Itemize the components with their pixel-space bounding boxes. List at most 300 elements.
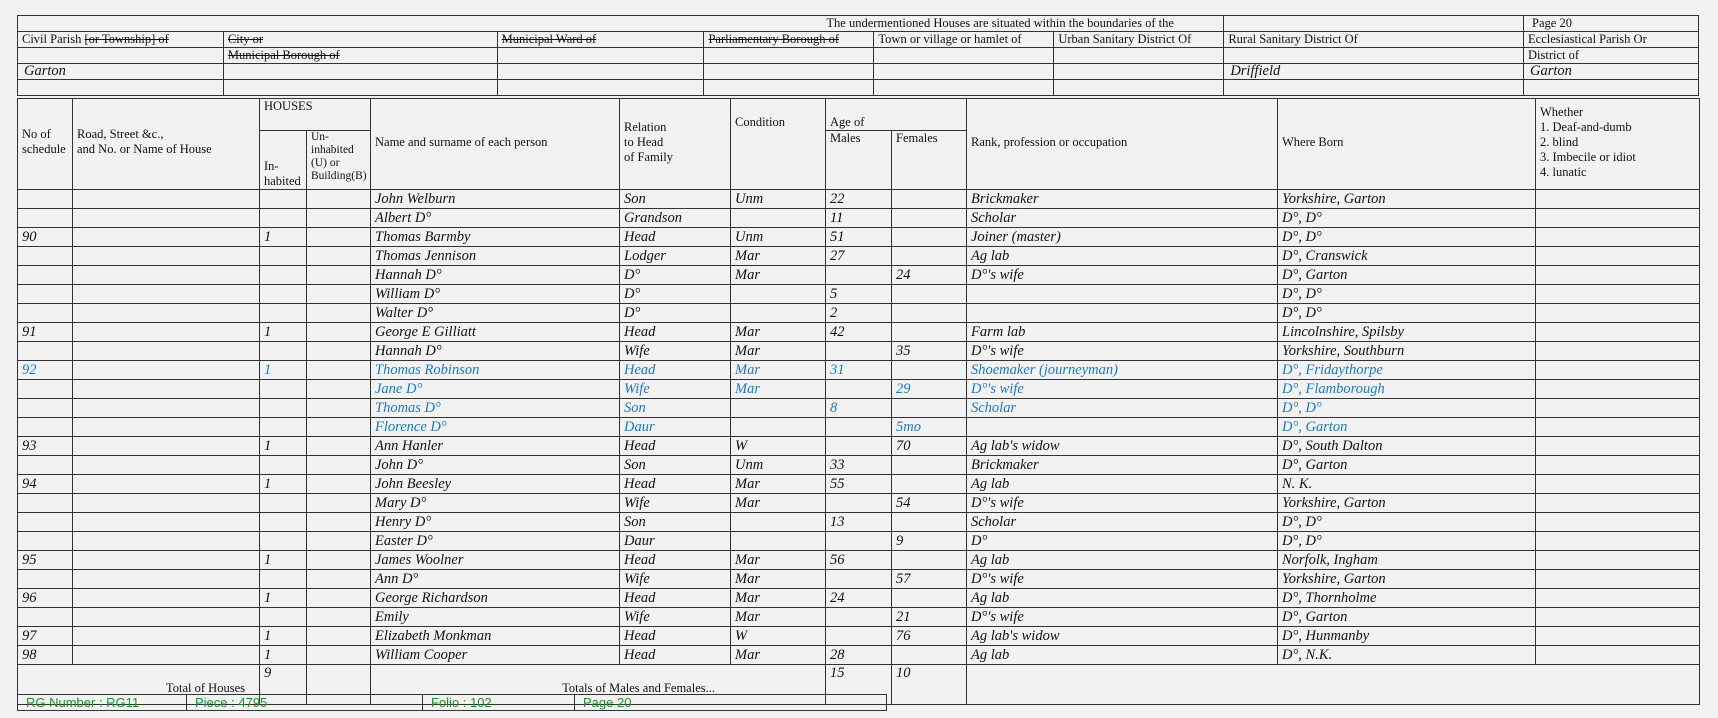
cell-inh [260, 456, 307, 475]
cell-rel: Son [620, 513, 731, 532]
cell-cond: Mar [731, 589, 826, 608]
cell-f [892, 551, 967, 570]
piece-number: Piece : 4795 [187, 695, 423, 711]
table-row [18, 228, 1700, 247]
table-row [18, 456, 1700, 475]
cell-uninh [307, 589, 371, 608]
cell-whether [1536, 380, 1700, 399]
cell-sched: 92 [18, 361, 73, 380]
cell-name: John Welburn [371, 190, 620, 209]
cell-name: Thomas Robinson [371, 361, 620, 380]
table-row [18, 323, 1700, 342]
cell-whether [1536, 570, 1700, 589]
cell-born: N. K. [1278, 475, 1536, 494]
cell-name: James Woolner [371, 551, 620, 570]
cell-name: Thomas Jennison [371, 247, 620, 266]
cell-whether [1536, 418, 1700, 437]
district-header [17, 15, 1699, 96]
cell-f: 5mo [892, 418, 967, 437]
cell-occ: D°'s wife [967, 380, 1278, 399]
cell-uninh [307, 190, 371, 209]
cell-rel: Wife [620, 494, 731, 513]
total-houses-label: Total of Houses [18, 665, 260, 705]
cell-occ: D°'s wife [967, 494, 1278, 513]
table-row [18, 551, 1700, 570]
eccl-value: Garton [1524, 64, 1699, 80]
cell-sched: 98 [18, 646, 73, 665]
cell-inh: 1 [260, 646, 307, 665]
cell-rel: Head [620, 646, 731, 665]
cell-inh: 1 [260, 551, 307, 570]
cell-m [826, 570, 892, 589]
cell-cond: Mar [731, 551, 826, 570]
cell-f [892, 646, 967, 665]
cell-f [892, 456, 967, 475]
cell-m: 33 [826, 456, 892, 475]
cell-uninh [307, 608, 371, 627]
cell-whether [1536, 285, 1700, 304]
cell-road [73, 570, 260, 589]
cell-occ: D°'s wife [967, 570, 1278, 589]
cell-road [73, 437, 260, 456]
cell-uninh [307, 304, 371, 323]
cell-cond: Mar [731, 570, 826, 589]
cell-uninh [307, 361, 371, 380]
cell-name: John D° [371, 456, 620, 475]
cell-road [73, 247, 260, 266]
cell-occ [967, 285, 1278, 304]
cell-whether [1536, 494, 1700, 513]
cell-uninh [307, 570, 371, 589]
cell-inh [260, 209, 307, 228]
cell-m: 56 [826, 551, 892, 570]
cell-f: 57 [892, 570, 967, 589]
cell-road [73, 532, 260, 551]
col-inhabited: In- habited [260, 131, 307, 190]
cell-road [73, 494, 260, 513]
cell-road [73, 475, 260, 494]
cell-occ: Scholar [967, 399, 1278, 418]
cell-uninh [307, 323, 371, 342]
cell-uninh [307, 532, 371, 551]
cell-rel: Wife [620, 570, 731, 589]
total-females-value: 10 [892, 665, 967, 705]
cell-name: William Cooper [371, 646, 620, 665]
cell-occ: Ag lab's widow [967, 437, 1278, 456]
cell-f: 76 [892, 627, 967, 646]
cell-m: 13 [826, 513, 892, 532]
col-schedule: No of schedule [18, 99, 73, 190]
cell-inh [260, 532, 307, 551]
cell-inh [260, 494, 307, 513]
cell-sched: 90 [18, 228, 73, 247]
cell-m [826, 266, 892, 285]
cell-occ: Ag lab [967, 475, 1278, 494]
cell-f [892, 247, 967, 266]
col-uninhabited: Un- inhabited (U) or Building(B) [307, 131, 371, 190]
rural-value: Driffield [1224, 64, 1524, 80]
cell-rel: Head [620, 323, 731, 342]
cell-occ: Ag lab [967, 589, 1278, 608]
cell-born: D°, Cranswick [1278, 247, 1536, 266]
cell-road [73, 361, 260, 380]
cell-name: William D° [371, 285, 620, 304]
cell-born: D°, D° [1278, 513, 1536, 532]
cell-whether [1536, 323, 1700, 342]
cell-occ: Ag lab [967, 247, 1278, 266]
table-row [18, 209, 1700, 228]
cell-cond: Unm [731, 190, 826, 209]
cell-name: Easter D° [371, 532, 620, 551]
cell-cond: Mar [731, 342, 826, 361]
city-label: City or [223, 32, 497, 48]
cell-occ: Shoemaker (journeyman) [967, 361, 1278, 380]
cell-uninh [307, 266, 371, 285]
cell-road [73, 456, 260, 475]
civil-parish-value: Garton [18, 64, 224, 80]
cell-sched [18, 190, 73, 209]
cell-m: 11 [826, 209, 892, 228]
cell-cond [731, 418, 826, 437]
cell-sched: 94 [18, 475, 73, 494]
cell-whether [1536, 627, 1700, 646]
cell-f: 29 [892, 380, 967, 399]
total-mf-label: Totals of Males and Females... [371, 665, 826, 705]
cell-name: Florence D° [371, 418, 620, 437]
cell-m [826, 627, 892, 646]
cell-name: Thomas Barmby [371, 228, 620, 247]
total-houses-value: 9 [260, 665, 307, 705]
cell-cond: Mar [731, 247, 826, 266]
cell-born: D°, Hunmanby [1278, 627, 1536, 646]
cell-sched [18, 285, 73, 304]
cell-name: Hannah D° [371, 342, 620, 361]
cell-cond: Mar [731, 266, 826, 285]
parliamentary-label: Parliamentary Borough of [704, 32, 874, 48]
cell-m: 24 [826, 589, 892, 608]
col-where-born: Where Born [1278, 99, 1536, 190]
cell-road [73, 209, 260, 228]
cell-inh [260, 608, 307, 627]
cell-occ: Scholar [967, 209, 1278, 228]
cell-uninh [307, 646, 371, 665]
cell-road [73, 551, 260, 570]
col-houses: HOUSES [260, 99, 371, 131]
cell-f: 21 [892, 608, 967, 627]
cell-name: Emily [371, 608, 620, 627]
cell-whether [1536, 513, 1700, 532]
urban-label: Urban Sanitary District Of [1054, 32, 1224, 48]
cell-inh [260, 266, 307, 285]
cell-whether [1536, 532, 1700, 551]
table-row [18, 475, 1700, 494]
municipal-ward-label: Municipal Ward of [497, 32, 704, 48]
cell-rel: Son [620, 456, 731, 475]
cell-m: 22 [826, 190, 892, 209]
cell-cond: Unm [731, 456, 826, 475]
cell-m: 31 [826, 361, 892, 380]
cell-occ: Farm lab [967, 323, 1278, 342]
cell-rel: Head [620, 475, 731, 494]
cell-name: Hannah D° [371, 266, 620, 285]
cell-cond: Mar [731, 494, 826, 513]
col-condition: Condition [731, 99, 826, 190]
cell-road [73, 608, 260, 627]
cell-uninh [307, 494, 371, 513]
cell-whether [1536, 190, 1700, 209]
cell-m [826, 608, 892, 627]
civil-parish-label: Civil Parish [or Township] of [18, 32, 224, 48]
cell-born: D°, Thornholme [1278, 589, 1536, 608]
col-name: Name and surname of each person [371, 99, 620, 190]
table-row [18, 627, 1700, 646]
cell-uninh [307, 418, 371, 437]
cell-born: D°, Flamborough [1278, 380, 1536, 399]
cell-occ: Brickmaker [967, 190, 1278, 209]
cell-f: 35 [892, 342, 967, 361]
cell-born: D°, D° [1278, 304, 1536, 323]
cell-road [73, 342, 260, 361]
cell-rel: Grandson [620, 209, 731, 228]
cell-sched: 93 [18, 437, 73, 456]
cell-rel: D° [620, 285, 731, 304]
cell-m [826, 532, 892, 551]
cell-inh [260, 399, 307, 418]
cell-rel: Head [620, 551, 731, 570]
col-whether: Whether 1. Deaf-and-dumb 2. blind 3. Imbecile or idiot 4. lunatic [1536, 99, 1700, 190]
cell-name: Ann D° [371, 570, 620, 589]
cell-m: 28 [826, 646, 892, 665]
cell-rel: Head [620, 437, 731, 456]
cell-rel: Wife [620, 342, 731, 361]
cell-sched [18, 266, 73, 285]
cell-whether [1536, 456, 1700, 475]
col-age-of: Age of [826, 99, 967, 131]
cell-cond: Mar [731, 361, 826, 380]
cell-f [892, 323, 967, 342]
cell-occ: D° [967, 532, 1278, 551]
cell-whether [1536, 304, 1700, 323]
cell-sched [18, 513, 73, 532]
cell-born: D°, D° [1278, 285, 1536, 304]
table-row [18, 304, 1700, 323]
cell-uninh [307, 513, 371, 532]
cell-f [892, 589, 967, 608]
cell-born: Norfolk, Ingham [1278, 551, 1536, 570]
census-rows [18, 190, 1700, 665]
cell-m [826, 380, 892, 399]
cell-f [892, 190, 967, 209]
cell-whether [1536, 589, 1700, 608]
cell-f [892, 304, 967, 323]
cell-m [826, 418, 892, 437]
cell-cond [731, 285, 826, 304]
cell-rel: Daur [620, 532, 731, 551]
cell-road [73, 589, 260, 608]
cell-name: Henry D° [371, 513, 620, 532]
cell-cond [731, 532, 826, 551]
eccl-label-2: District of [1524, 48, 1699, 64]
table-row [18, 513, 1700, 532]
table-row [18, 190, 1700, 209]
cell-sched [18, 399, 73, 418]
cell-born: Yorkshire, Southburn [1278, 342, 1536, 361]
cell-born: D°, D° [1278, 532, 1536, 551]
col-road: Road, Street &c., and No. or Name of House [73, 99, 260, 190]
col-females: Females [892, 131, 967, 190]
table-row [18, 266, 1700, 285]
cell-whether [1536, 646, 1700, 665]
cell-f: 54 [892, 494, 967, 513]
cell-f [892, 513, 967, 532]
cell-occ: Ag lab [967, 646, 1278, 665]
table-row [18, 437, 1700, 456]
col-occupation: Rank, profession or occupation [967, 99, 1278, 190]
cell-born: D°, N.K. [1278, 646, 1536, 665]
cell-inh: 1 [260, 361, 307, 380]
cell-f: 24 [892, 266, 967, 285]
cell-sched: 97 [18, 627, 73, 646]
cell-m [826, 437, 892, 456]
cell-whether [1536, 475, 1700, 494]
cell-rel: Lodger [620, 247, 731, 266]
cell-uninh [307, 342, 371, 361]
cell-born: Yorkshire, Garton [1278, 190, 1536, 209]
cell-m: 2 [826, 304, 892, 323]
cell-inh: 1 [260, 323, 307, 342]
cell-cond [731, 304, 826, 323]
cell-cond [731, 209, 826, 228]
cell-born: D°, D° [1278, 209, 1536, 228]
cell-uninh [307, 247, 371, 266]
page-ref: Page 20 [575, 695, 887, 711]
cell-rel: Daur [620, 418, 731, 437]
cell-whether [1536, 551, 1700, 570]
cell-name: Elizabeth Monkman [371, 627, 620, 646]
cell-inh [260, 418, 307, 437]
cell-road [73, 190, 260, 209]
cell-road [73, 266, 260, 285]
cell-occ [967, 304, 1278, 323]
col-relation: Relation to Head of Family [620, 99, 731, 190]
cell-m: 5 [826, 285, 892, 304]
eccl-label-1: Ecclesiastical Parish Or [1524, 32, 1699, 48]
cell-m [826, 494, 892, 513]
cell-name: John Beesley [371, 475, 620, 494]
cell-uninh [307, 475, 371, 494]
table-row [18, 608, 1700, 627]
cell-inh: 1 [260, 589, 307, 608]
cell-inh [260, 247, 307, 266]
cell-born: D°, Garton [1278, 266, 1536, 285]
cell-name: George Richardson [371, 589, 620, 608]
cell-uninh [307, 399, 371, 418]
page-number: Page 20 [1524, 16, 1699, 32]
cell-uninh [307, 380, 371, 399]
cell-sched [18, 608, 73, 627]
cell-name: Jane D° [371, 380, 620, 399]
cell-uninh [307, 209, 371, 228]
cell-name: Ann Hanler [371, 437, 620, 456]
cell-sched: 95 [18, 551, 73, 570]
cell-uninh [307, 551, 371, 570]
cell-m: 42 [826, 323, 892, 342]
cell-sched: 91 [18, 323, 73, 342]
cell-sched [18, 342, 73, 361]
cell-born: D°, Garton [1278, 456, 1536, 475]
cell-rel: Wife [620, 608, 731, 627]
cell-f [892, 285, 967, 304]
cell-sched [18, 532, 73, 551]
cell-m: 8 [826, 399, 892, 418]
reference-bar [17, 694, 887, 711]
cell-uninh [307, 627, 371, 646]
table-row [18, 570, 1700, 589]
table-row [18, 399, 1700, 418]
cell-inh: 1 [260, 437, 307, 456]
census-table [17, 98, 1700, 705]
cell-occ [967, 418, 1278, 437]
cell-road [73, 380, 260, 399]
cell-sched [18, 570, 73, 589]
total-males-value: 15 [826, 665, 892, 705]
cell-inh [260, 304, 307, 323]
table-row [18, 418, 1700, 437]
cell-occ: D°'s wife [967, 608, 1278, 627]
cell-road [73, 418, 260, 437]
cell-f [892, 228, 967, 247]
rg-number: RG Number : RG11 [18, 695, 187, 711]
cell-m: 51 [826, 228, 892, 247]
cell-whether [1536, 437, 1700, 456]
cell-inh [260, 342, 307, 361]
cell-sched: 96 [18, 589, 73, 608]
cell-name: Walter D° [371, 304, 620, 323]
banner-cell [18, 16, 1174, 32]
col-males: Males [826, 131, 892, 190]
cell-sched [18, 209, 73, 228]
table-row [18, 646, 1700, 665]
town-label: Town or village or hamlet of [874, 32, 1054, 48]
table-row [18, 494, 1700, 513]
cell-rel: Head [620, 627, 731, 646]
cell-m: 55 [826, 475, 892, 494]
cell-rel: Head [620, 361, 731, 380]
cell-cond: Mar [731, 323, 826, 342]
cell-whether [1536, 399, 1700, 418]
cell-name: Albert D° [371, 209, 620, 228]
cell-born: D°, Garton [1278, 418, 1536, 437]
cell-f: 70 [892, 437, 967, 456]
table-row [18, 285, 1700, 304]
cell-sched [18, 494, 73, 513]
cell-rel: Son [620, 190, 731, 209]
cell-road [73, 228, 260, 247]
header-banner: The undermentioned Houses are situated within the boundaries of the [826, 16, 1174, 30]
cell-cond: Mar [731, 475, 826, 494]
cell-cond: Unm [731, 228, 826, 247]
cell-road [73, 399, 260, 418]
cell-road [73, 285, 260, 304]
cell-born: D°, Fridaythorpe [1278, 361, 1536, 380]
cell-inh [260, 513, 307, 532]
cell-sched [18, 247, 73, 266]
cell-occ: Ag lab's widow [967, 627, 1278, 646]
cell-inh: 1 [260, 228, 307, 247]
cell-rel: D° [620, 304, 731, 323]
cell-f [892, 399, 967, 418]
cell-born: D°, D° [1278, 228, 1536, 247]
